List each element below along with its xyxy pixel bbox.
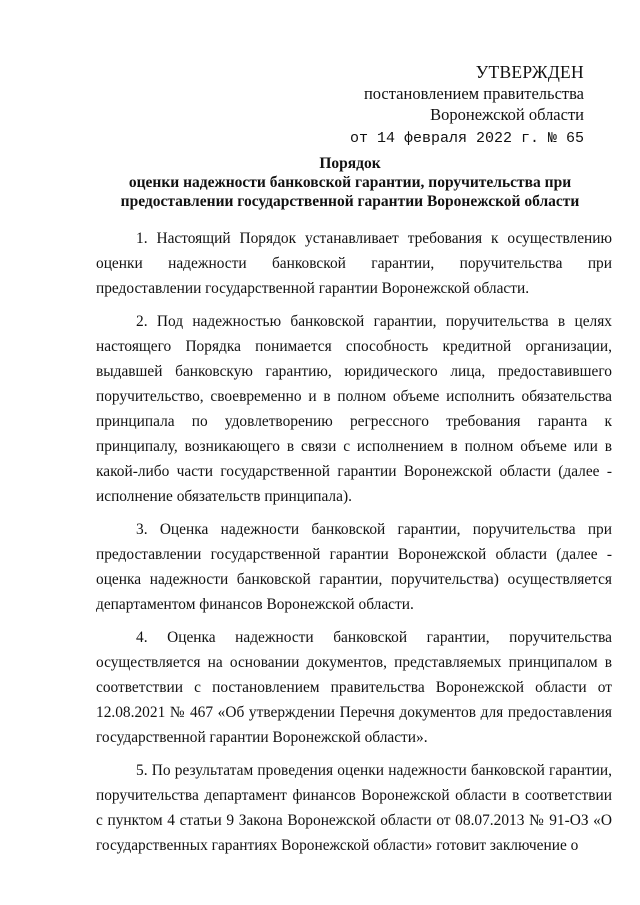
paragraph-3: 3. Оценка надежности банковской гарантии, поручительства при предоставлении государственной гарантии Воронежской области (далее - оценка надежности банковской гарантии, поручительства) осуществляется департаментом финансов Воронежской области. xyxy=(96,521,612,613)
approval-stamp xyxy=(350,62,584,149)
approval-line-2: Воронежской области xyxy=(430,105,584,124)
heading-line-1: Порядок xyxy=(319,155,381,172)
approval-line-1: постановлением правительства xyxy=(363,84,584,103)
approval-date: от 14 февраля 2022 г. № 65 xyxy=(349,130,584,147)
document-heading xyxy=(60,154,640,211)
paragraph-1: 1. Настоящий Порядок устанавливает требования к осуществлению оценки надежности банковской гарантии, поручительства при предоставлении государственной гарантии Воронежской области. xyxy=(96,230,612,297)
document-body xyxy=(96,226,612,858)
heading-line-2: оценки надежности банковской гарантии, поручительства при xyxy=(128,174,572,191)
paragraph-5: 5. По результатам проведения оценки надежности банковской гарантии, поручительства департамент финансов Воронежской области в соответствии с пунктом 4 статьи 9 Закона Воронежской области от 08.07.2013 № 91-ОЗ «О государственных гарантиях Воронежской области» готовит заключение о xyxy=(96,762,612,854)
heading-line-3: предоставлении государственной гарантии Воронежской области xyxy=(120,193,580,210)
approval-title: УТВЕРЖДЕН xyxy=(475,62,584,82)
paragraph-4: 4. Оценка надежности банковской гарантии, поручительства осуществляется на основании документов, представляемых принципалом в соответствии с постановлением правительства Воронежской области от 12.08.2021 № 467 «Об утверждении Перечня документов для предоставления государственной гарантии Воронежской области». xyxy=(96,629,612,746)
paragraph-2: 2. Под надежностью банковской гарантии, поручительства в целях настоящего Порядка понимается способность кредитной организации, выдавшей банковскую гарантию, юридического лица, предоставившего поручительство, своевременно и в полном объеме исполнить обязательства принципала по удовлетворению регрессного требования гаранта к принципалу, возникающего в связи с исполнением в полном объеме или в какой-либо части государственной гарантии Воронежской области (далее - исполнение обязательств принципала). xyxy=(96,313,612,505)
